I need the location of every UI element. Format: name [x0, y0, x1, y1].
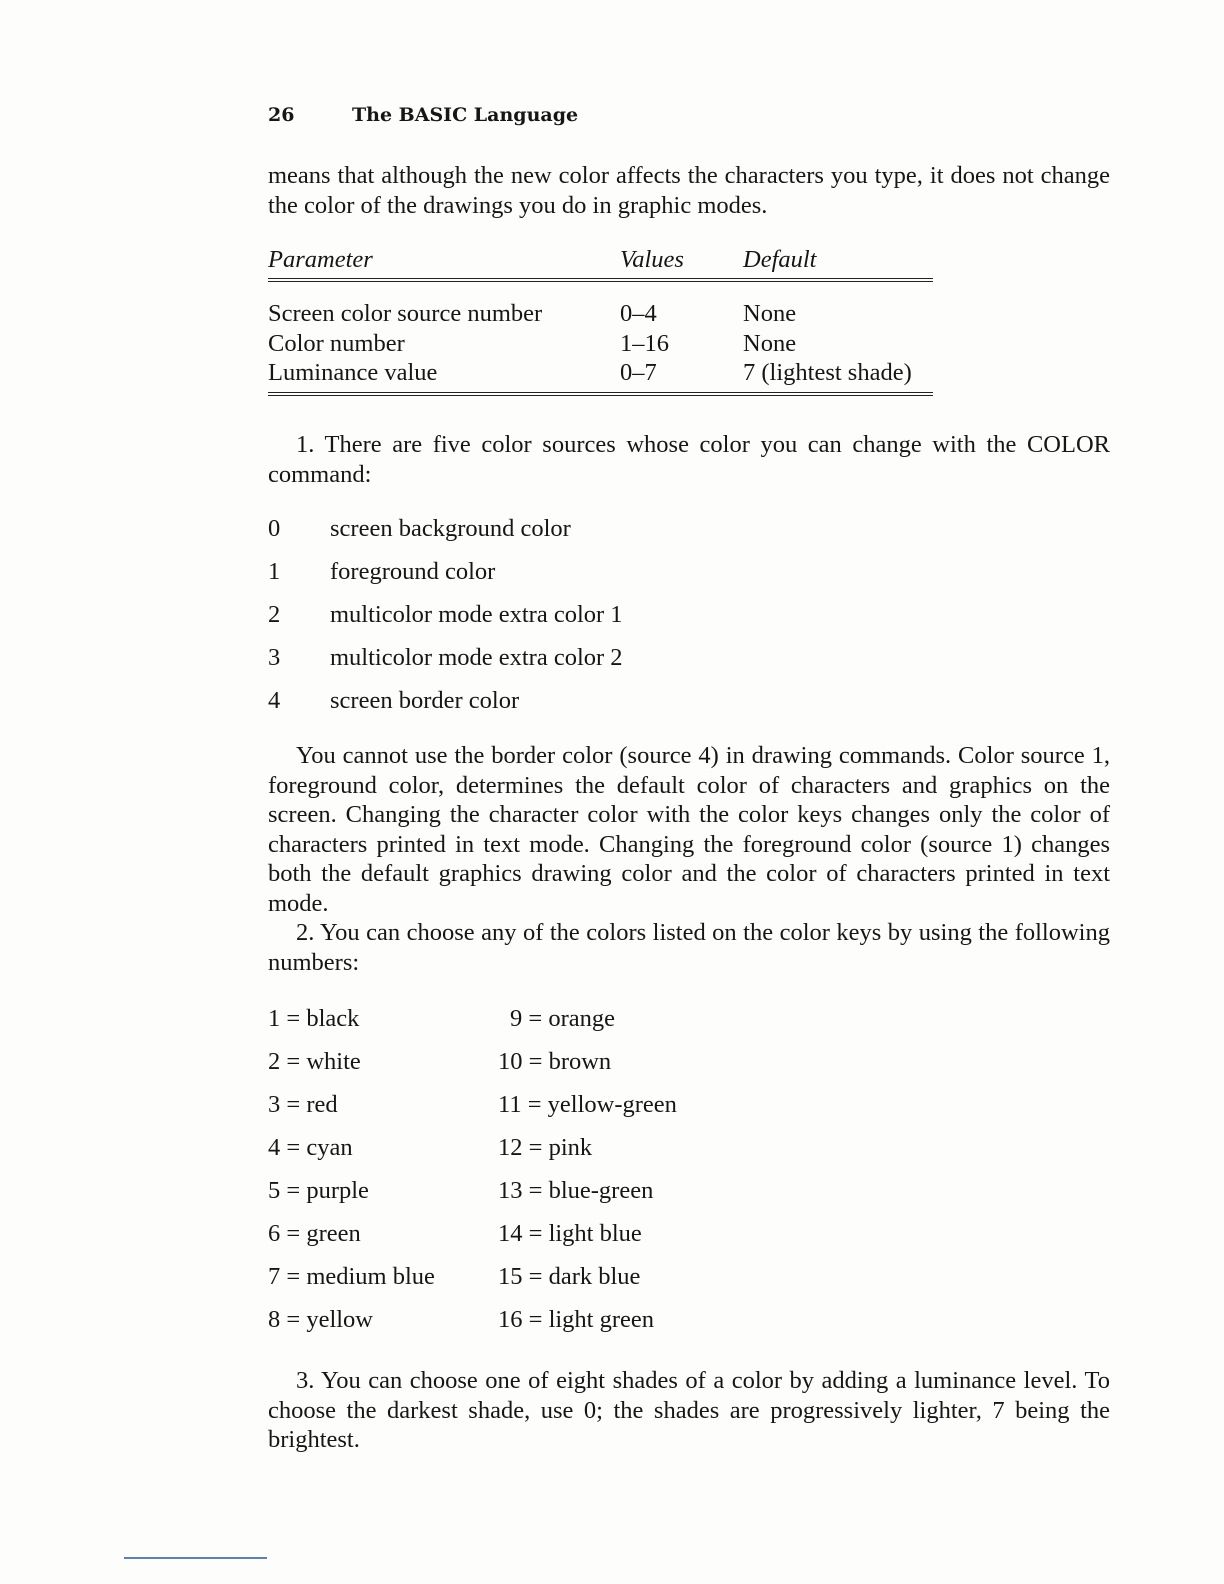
source-paragraph-text: You cannot use the border color (source 4) in drawing commands. Color source 1, foreground color, determines the default color of characters and graphics on the screen. Changing the character color with the color keys changes only the color of characters printed in text mode. Changing the foreground color (source 1) changes both the default graphics drawing color and the color of characters printed in text mode.	[268, 742, 1110, 917]
source-number: 4	[268, 687, 281, 714]
color-entry: 4 = cyan	[268, 1134, 353, 1161]
list-item	[268, 1091, 768, 1134]
source-number: 3	[268, 644, 281, 671]
source-description: screen border color	[330, 687, 520, 714]
list-item	[268, 601, 768, 644]
source-description: foreground color	[330, 558, 496, 585]
color-entry: 13 = blue-green	[498, 1177, 654, 1204]
color-entry: 8 = yellow	[268, 1306, 373, 1333]
source-number: 1	[268, 558, 281, 585]
color-entry: 15 = dark blue	[498, 1263, 641, 1290]
cell-values: 1–16	[620, 329, 669, 357]
cell-parameter: Luminance value	[268, 359, 438, 386]
point-3-paragraph	[268, 1366, 1110, 1455]
header-parameter: Parameter	[268, 246, 373, 273]
table-row	[268, 300, 933, 330]
list-item	[268, 558, 768, 601]
parameter-table-header	[268, 246, 933, 282]
cell-default: None	[743, 329, 797, 357]
cell-values: 0–7	[620, 359, 657, 386]
list-item	[268, 1177, 768, 1220]
list-item	[268, 1005, 768, 1048]
running-title: The BASIC Language	[352, 104, 579, 126]
color-entry: 10 = brown	[498, 1048, 612, 1075]
source-description: multicolor mode extra color 2	[330, 644, 623, 671]
intro-paragraph: means that although the new color affects the characters you type, it does not change the color of the drawings you do in graphic modes.	[268, 162, 1110, 219]
color-entry: 16 = light green	[498, 1306, 655, 1333]
list-item	[268, 1306, 768, 1349]
page-number: 26	[268, 104, 295, 126]
color-entry: 3 = red	[268, 1091, 338, 1118]
cell-parameter: Screen color source number	[268, 300, 543, 327]
point-2-text: 2. You can choose any of the colors listed on the color keys by using the following numbers:	[268, 919, 1110, 976]
point-2-paragraph	[268, 918, 1110, 977]
point-1-text: 1. There are five color sources whose color you can change with the COLOR command:	[268, 431, 1110, 488]
source-paragraph	[268, 741, 1110, 918]
cell-default: None	[743, 300, 797, 327]
table-row	[268, 359, 933, 389]
color-entry: 14 = light blue	[498, 1220, 642, 1247]
list-item	[268, 644, 768, 687]
cell-default: 7 (lightest shade)	[743, 359, 912, 386]
list-item	[268, 1220, 768, 1263]
cell-values: 0–4	[620, 300, 657, 327]
color-entry: 12 = pink	[498, 1134, 593, 1161]
point-3-text: 3. You can choose one of eight shades of a color by adding a luminance level. To choose the darkest shade, use 0; the shades are progressively lighter, 7 being the brightest.	[268, 1367, 1110, 1453]
cell-parameter: Color number	[268, 329, 405, 357]
list-item	[268, 1134, 768, 1177]
header-default: Default	[743, 246, 817, 273]
color-entry: 5 = purple	[268, 1177, 369, 1204]
parameter-table-body	[268, 282, 933, 396]
list-item	[268, 515, 768, 558]
header-values: Values	[620, 246, 684, 273]
footer-rule	[124, 1557, 267, 1559]
color-entry: 6 = green	[268, 1220, 361, 1247]
color-source-list	[268, 515, 768, 730]
source-number: 0	[268, 515, 281, 542]
color-entry: 7 = medium blue	[268, 1263, 435, 1290]
parameter-table	[268, 246, 933, 396]
color-entry: 2 = white	[268, 1048, 361, 1075]
color-entry: 1 = black	[268, 1005, 360, 1032]
color-number-list	[268, 1005, 768, 1349]
table-row	[268, 330, 933, 360]
color-entry: 11 = yellow-green	[498, 1091, 677, 1118]
list-item	[268, 1048, 768, 1091]
point-1-paragraph	[268, 430, 1110, 489]
source-description: multicolor mode extra color 1	[330, 601, 623, 628]
source-number: 2	[268, 601, 281, 628]
color-entry: 9 = orange	[510, 1005, 615, 1032]
list-item	[268, 1263, 768, 1306]
source-description: screen background color	[330, 515, 571, 542]
list-item	[268, 687, 768, 730]
